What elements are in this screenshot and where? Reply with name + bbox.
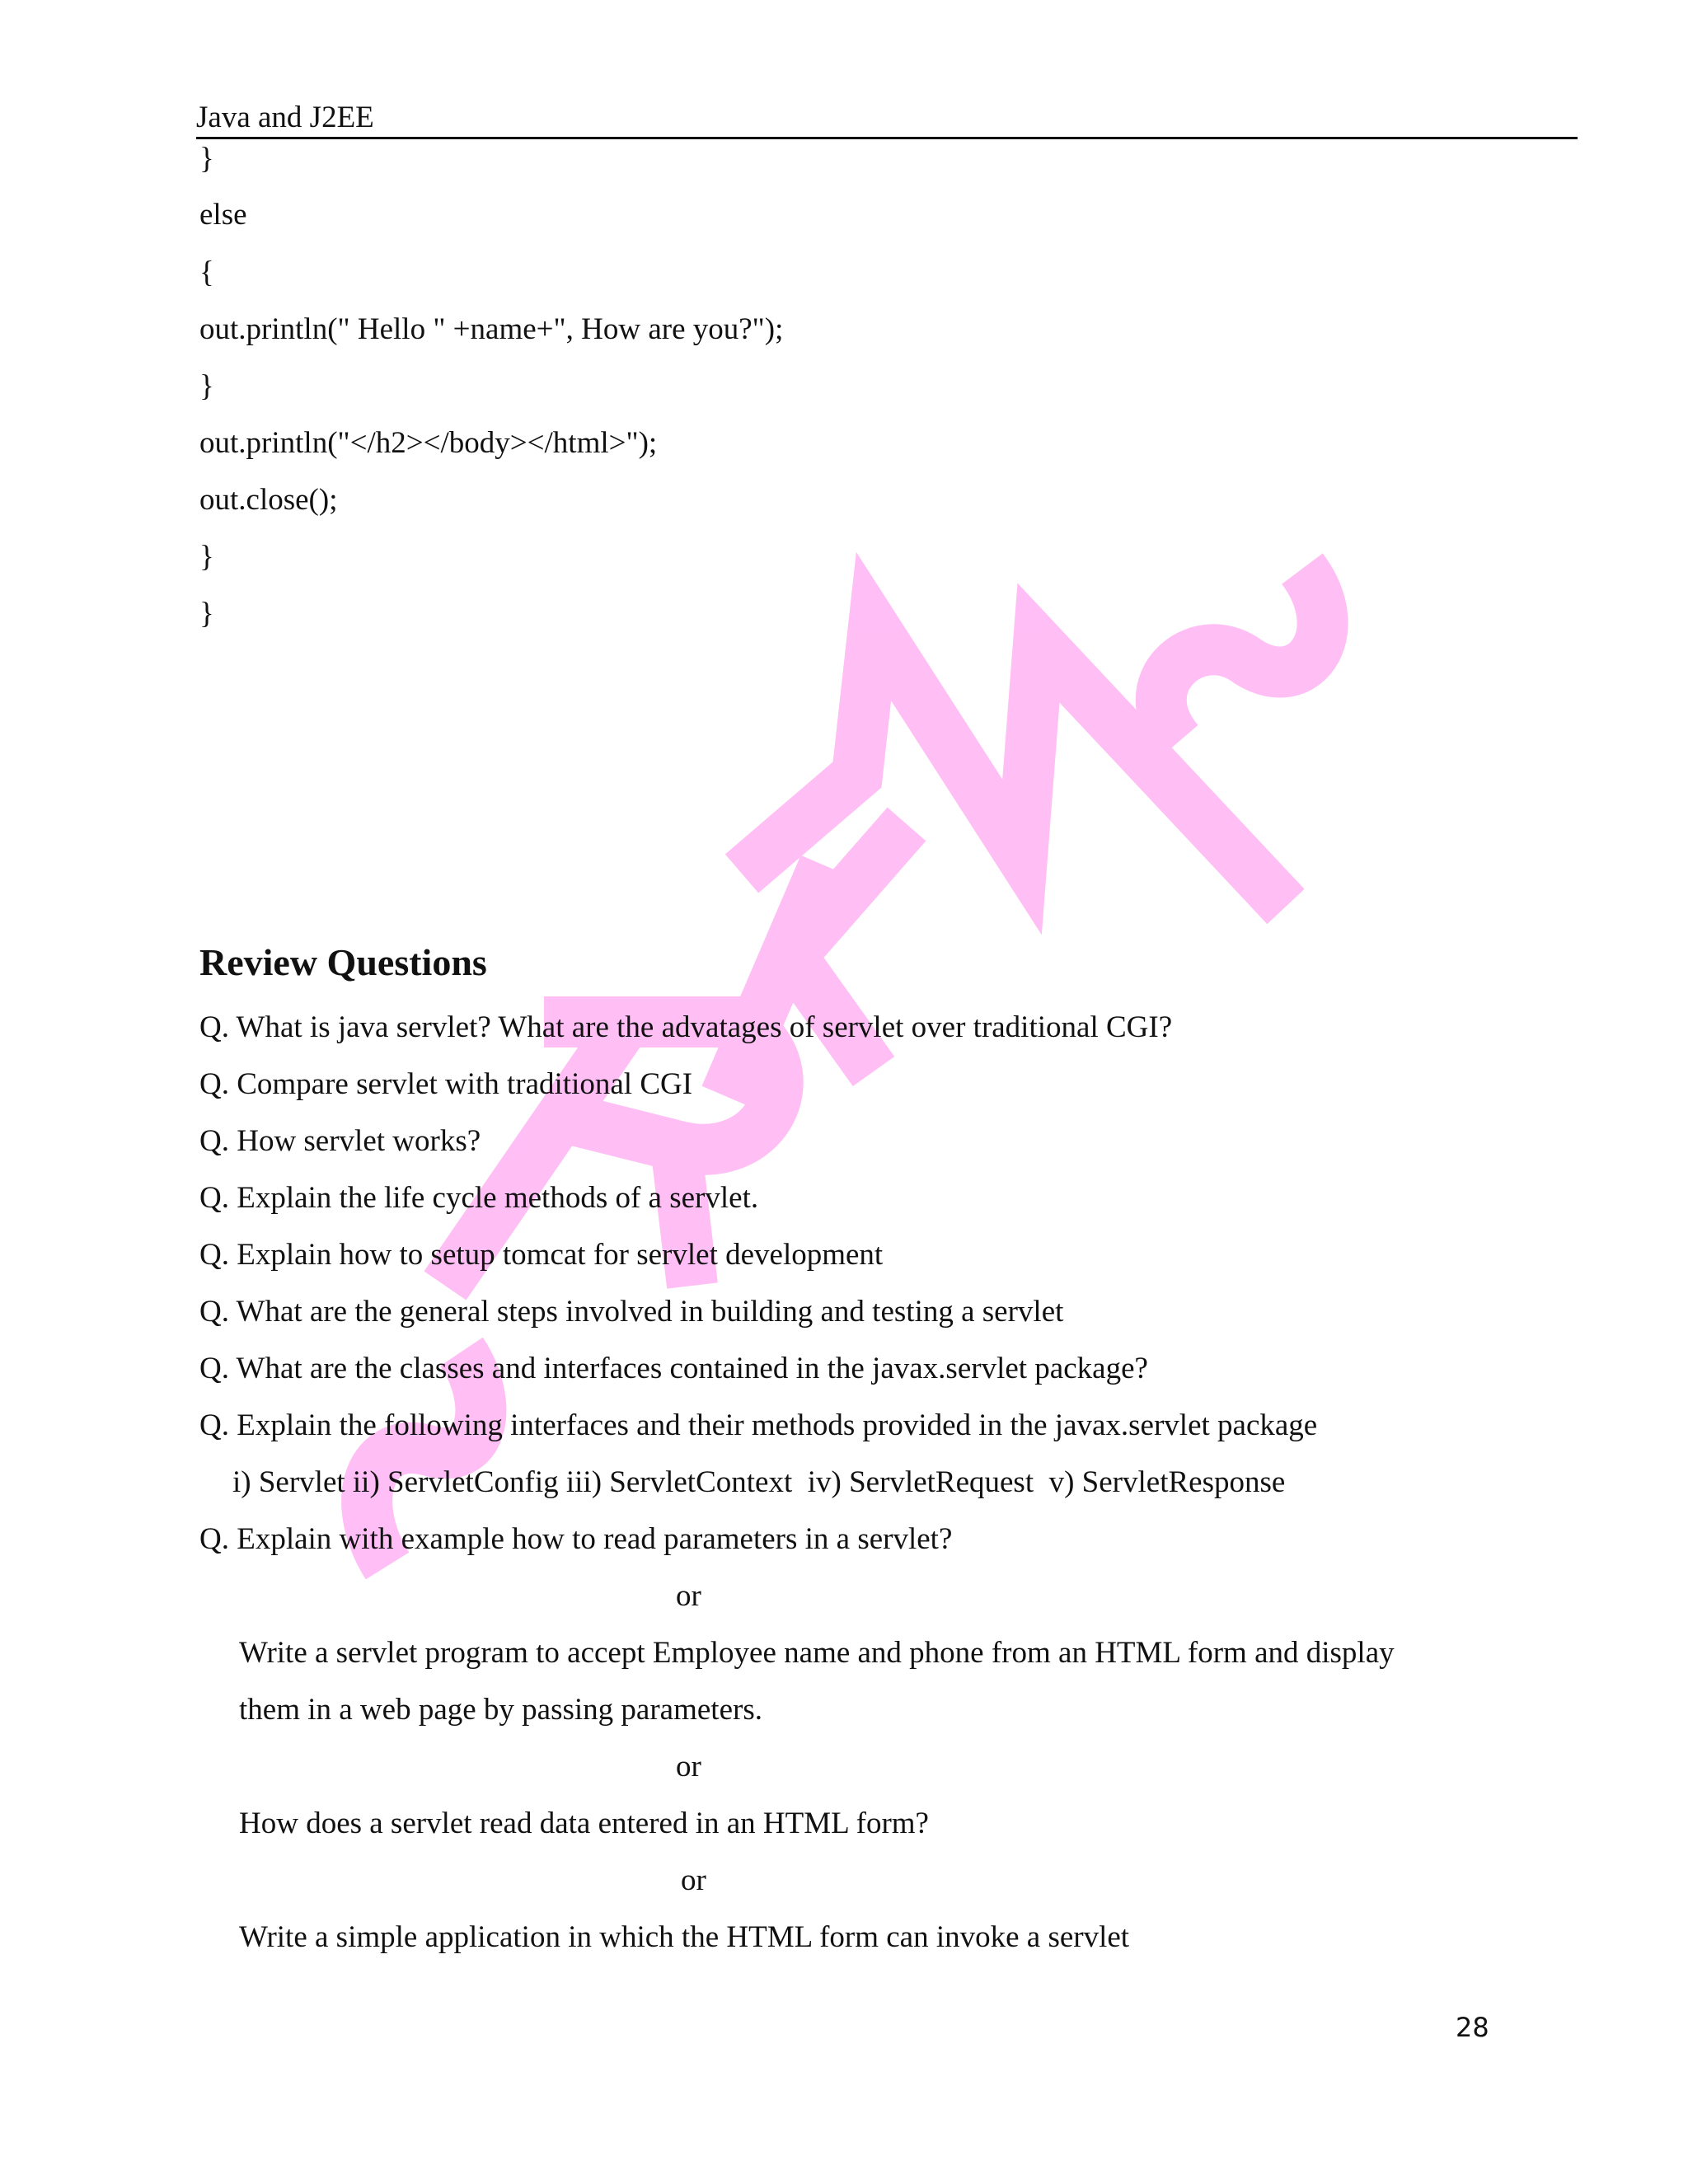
code-line: out.close(); xyxy=(199,483,338,517)
alternative-text: Write a servlet program to accept Employee name and phone from an HTML form and display xyxy=(239,1636,1395,1670)
question-item: Q. Explain how to setup tomcat for servlet development xyxy=(199,1238,884,1272)
question-item: Q. Compare servlet with traditional CGI xyxy=(199,1067,693,1101)
question-item: Q. What are the general steps involved in building and testing a servlet xyxy=(199,1295,1064,1329)
running-header xyxy=(196,99,1578,139)
alternative-text: How does a servlet read data entered in an HTML form? xyxy=(239,1807,929,1840)
question-item: Q. What is java servlet? What are the advatages of servlet over traditional CGI? xyxy=(199,1010,1173,1044)
code-line: { xyxy=(199,255,214,289)
code-line: } xyxy=(199,142,214,176)
code-line: } xyxy=(199,597,214,630)
code-line: } xyxy=(199,369,214,403)
or-separator: or xyxy=(681,1863,706,1897)
question-item: Q. How servlet works? xyxy=(199,1124,481,1158)
or-separator: or xyxy=(676,1579,701,1613)
header-title: Java and J2EE xyxy=(196,101,374,134)
question-item: Q. Explain the following interfaces and their methods provided in the javax.servlet package xyxy=(199,1408,1318,1442)
code-line: else xyxy=(199,198,247,232)
section-heading: Review Questions xyxy=(199,941,487,983)
alternative-text: Write a simple application in which the HTML form can invoke a servlet xyxy=(239,1920,1130,1954)
interfaces-list: i) Servlet ii) ServletConfig iii) ServletContext iv) ServletRequest v) ServletResponse xyxy=(232,1465,1286,1499)
code-line: } xyxy=(199,540,214,574)
question-item: Q. Explain the life cycle methods of a servlet. xyxy=(199,1181,759,1215)
or-separator: or xyxy=(676,1750,701,1783)
question-item: Q. What are the classes and interfaces contained in the javax.servlet package? xyxy=(199,1352,1148,1385)
question-item: Q. Explain with example how to read parameters in a servlet? xyxy=(199,1522,953,1556)
page-number: 28 xyxy=(1456,2012,1489,2043)
code-line: out.println(" Hello " +name+", How are you?"); xyxy=(199,312,784,346)
code-line: out.println("</h2></body></html>"); xyxy=(199,426,658,460)
alternative-text: them in a web page by passing parameters. xyxy=(239,1693,762,1727)
